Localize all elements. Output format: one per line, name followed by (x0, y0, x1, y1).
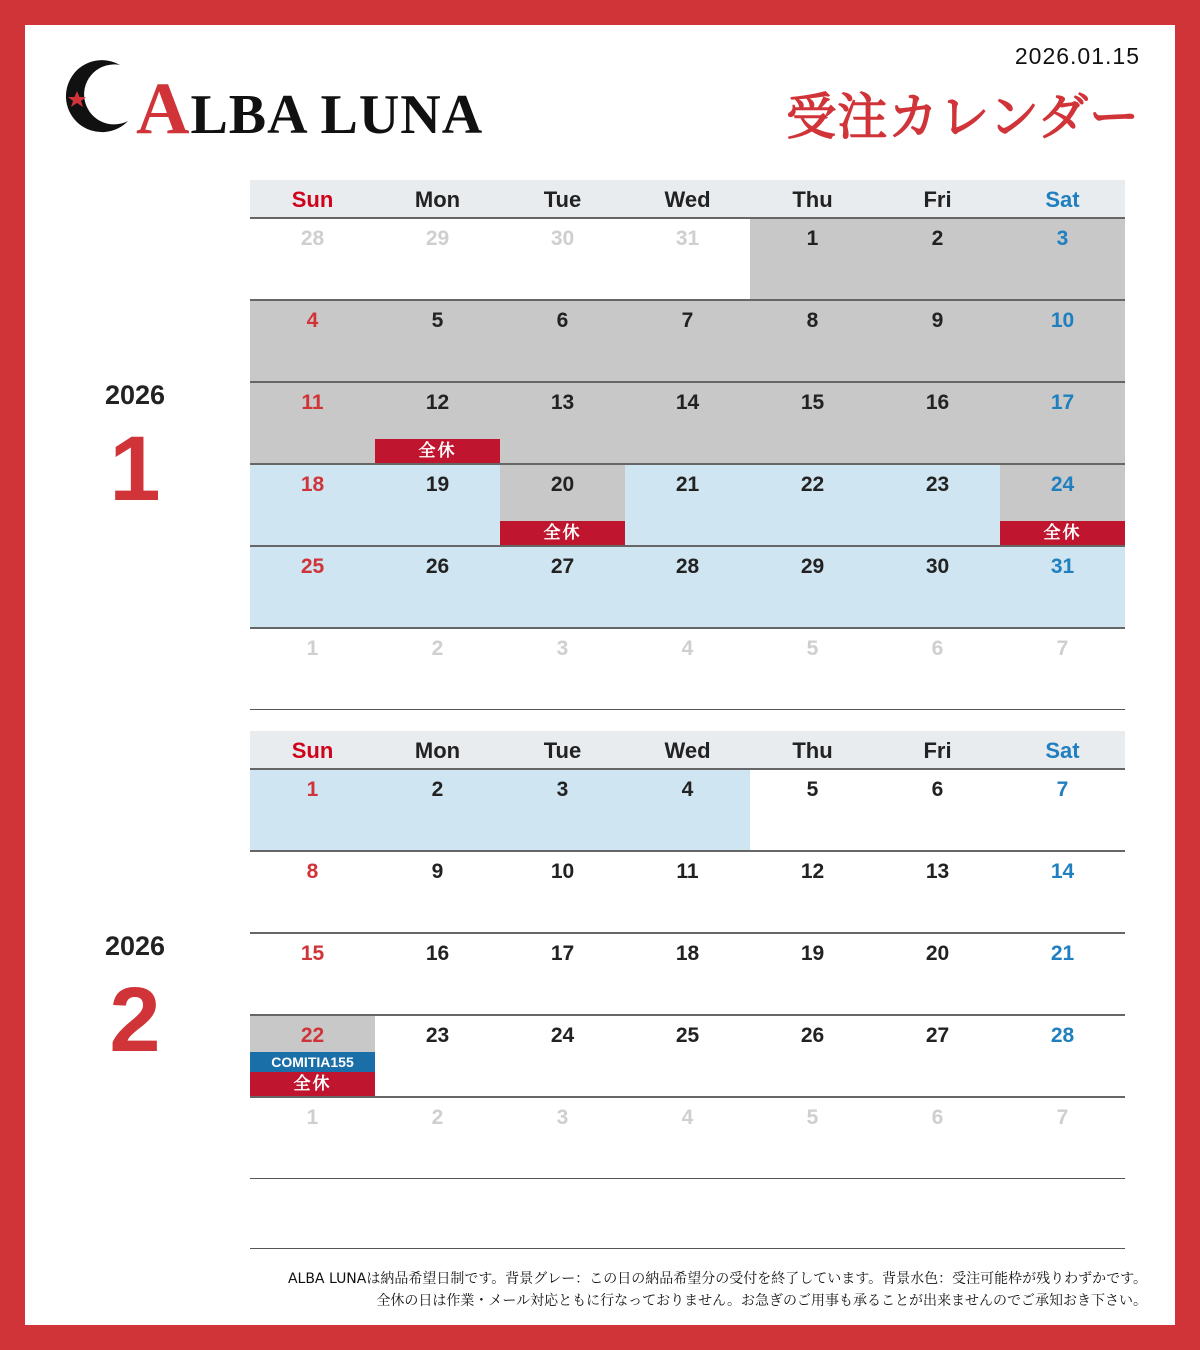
day-number: 4 (306, 309, 319, 332)
day-cell[interactable] (875, 301, 1000, 381)
day-number: 24 (550, 1024, 575, 1047)
day-number: 19 (800, 942, 825, 965)
weekday-tue: Tue (543, 738, 582, 763)
day-number: 31 (1050, 555, 1075, 578)
day-number: 13 (550, 391, 575, 414)
day-cell[interactable] (375, 1098, 500, 1178)
day-number: 14 (675, 391, 700, 414)
day-cell[interactable] (875, 465, 1000, 545)
day-number: 19 (425, 473, 450, 496)
day-number: 8 (806, 309, 819, 332)
day-number: 28 (1050, 1024, 1075, 1047)
day-cell[interactable] (500, 465, 625, 545)
day-number: 6 (931, 1106, 944, 1129)
day-number: 6 (556, 309, 569, 332)
day-number: 3 (556, 778, 569, 801)
day-cell[interactable] (500, 301, 625, 381)
day-cell[interactable] (750, 383, 875, 463)
day-number: 5 (431, 309, 444, 332)
day-number: 23 (425, 1024, 450, 1047)
week-row (250, 301, 1125, 383)
day-cell[interactable] (750, 219, 875, 299)
day-number: 5 (806, 1106, 819, 1129)
week-row (250, 1016, 1125, 1098)
day-number: 26 (425, 555, 450, 578)
day-cell[interactable] (250, 1016, 375, 1096)
day-cell[interactable] (750, 934, 875, 1014)
weekday-mon: Mon (414, 187, 461, 212)
day-cell[interactable] (750, 852, 875, 932)
day-cell[interactable] (250, 547, 375, 627)
day-cell[interactable] (500, 770, 625, 850)
day-cell[interactable] (1000, 629, 1125, 709)
day-number: 3 (556, 637, 569, 660)
day-cell[interactable] (375, 770, 500, 850)
closed-badge: 全休 (1000, 521, 1125, 545)
day-cell[interactable] (875, 547, 1000, 627)
weekday-mon: Mon (414, 738, 461, 763)
day-number: 7 (1056, 1106, 1069, 1129)
week-row (250, 852, 1125, 934)
day-cell[interactable] (875, 219, 1000, 299)
day-cell[interactable] (250, 1098, 375, 1178)
day-cell[interactable] (625, 629, 750, 709)
day-number: 11 (301, 391, 324, 414)
day-cell[interactable] (1000, 934, 1125, 1014)
day-cell[interactable] (875, 629, 1000, 709)
day-number: 18 (675, 942, 700, 965)
month-label-feb (95, 931, 175, 1071)
day-number: 14 (1050, 860, 1075, 883)
day-cell[interactable] (625, 1098, 750, 1178)
day-cell[interactable] (375, 1016, 500, 1096)
day-cell[interactable] (1000, 770, 1125, 850)
day-cell[interactable] (1000, 547, 1125, 627)
day-number: 28 (300, 227, 325, 250)
day-number: 28 (675, 555, 700, 578)
brand-name: ALBA LUNA (136, 68, 484, 150)
weekday-sun: Sun (291, 187, 334, 212)
day-number: 1 (306, 637, 319, 660)
day-number: 3 (556, 1106, 569, 1129)
day-number: 25 (675, 1024, 700, 1047)
day-number: 22 (800, 473, 825, 496)
weekday-tue: Tue (543, 187, 582, 212)
day-number: 15 (300, 942, 325, 965)
day-number: 30 (550, 227, 575, 250)
day-cell[interactable] (375, 547, 500, 627)
event-badge: COMITIA155 (250, 1052, 375, 1072)
day-cell[interactable] (1000, 852, 1125, 932)
day-cell[interactable] (625, 301, 750, 381)
day-cell[interactable] (250, 383, 375, 463)
day-cell[interactable] (625, 1016, 750, 1096)
day-cell[interactable] (500, 547, 625, 627)
day-cell[interactable] (625, 547, 750, 627)
day-cell[interactable] (500, 1098, 625, 1178)
day-number: 12 (800, 860, 825, 883)
day-cell[interactable] (625, 770, 750, 850)
day-number: 4 (681, 778, 694, 801)
crescent-moon-icon (62, 53, 134, 135)
weekday-fri: Fri (923, 187, 952, 212)
day-number: 7 (681, 309, 694, 332)
day-number: 2 (431, 778, 444, 801)
day-cell[interactable] (500, 1016, 625, 1096)
weekday-sat: Sat (1045, 187, 1080, 212)
day-number: 31 (675, 227, 700, 250)
closed-badge: 全休 (375, 439, 500, 463)
day-cell[interactable] (250, 301, 375, 381)
day-number: 6 (931, 637, 944, 660)
day-cell[interactable] (250, 219, 375, 299)
week-row (250, 465, 1125, 547)
day-number: 20 (550, 473, 575, 496)
day-number: 17 (1050, 391, 1075, 414)
day-cell[interactable] (750, 1016, 875, 1096)
weekday-fri: Fri (923, 738, 952, 763)
weekday-wed: Wed (664, 187, 711, 212)
day-number: 1 (806, 227, 819, 250)
weekday-thu: Thu (792, 738, 833, 763)
publish-date: 2026.01.15 (1014, 43, 1140, 69)
day-cell[interactable] (875, 1016, 1000, 1096)
day-cell[interactable] (250, 934, 375, 1014)
closed-badge: 全休 (250, 1072, 375, 1096)
day-number: 25 (300, 555, 325, 578)
weekday-sat: Sat (1045, 738, 1080, 763)
week-row (250, 629, 1125, 710)
day-number: 6 (931, 778, 944, 801)
day-number: 10 (550, 860, 575, 883)
calendar-january (250, 180, 1125, 710)
day-cell[interactable] (750, 465, 875, 545)
day-cell[interactable] (750, 629, 875, 709)
weekday-header (250, 180, 1125, 219)
day-cell[interactable] (500, 629, 625, 709)
month-year: 2026 (104, 380, 166, 410)
day-number: 2 (431, 637, 444, 660)
day-number: 26 (800, 1024, 825, 1047)
day-number: 27 (550, 555, 575, 578)
day-cell[interactable] (1000, 383, 1125, 463)
day-cell[interactable] (500, 934, 625, 1014)
day-number: 7 (1056, 637, 1069, 660)
day-cell[interactable] (375, 383, 500, 463)
day-cell[interactable] (250, 852, 375, 932)
brand-logo[interactable] (62, 53, 522, 150)
day-cell[interactable] (250, 465, 375, 545)
day-cell[interactable] (750, 770, 875, 850)
day-number: 21 (1050, 942, 1075, 965)
day-cell[interactable] (500, 852, 625, 932)
day-cell[interactable] (875, 934, 1000, 1014)
day-cell[interactable] (750, 1098, 875, 1178)
divider (250, 1248, 1125, 1249)
day-cell[interactable] (500, 383, 625, 463)
day-number: 27 (925, 1024, 950, 1047)
day-cell[interactable] (375, 219, 500, 299)
week-row (250, 770, 1125, 852)
day-number: 5 (806, 778, 819, 801)
note-line: ALBA LUNAは納品希望日制です。背景グレー：この日の納品希望分の受付を終了しています。背景水色：受注可能枠が残りわずかです。 (287, 1271, 1147, 1287)
day-cell[interactable] (250, 770, 375, 850)
day-cell[interactable] (875, 383, 1000, 463)
day-number: 22 (300, 1024, 325, 1047)
note-line: 全休の日は作業・メール対応ともに行なっておりません。お急ぎのご用事も承ることが出来ませんのでご承知おき下さい。 (376, 1293, 1147, 1309)
day-number: 9 (431, 860, 444, 883)
day-number: 16 (925, 391, 950, 414)
day-number: 10 (1050, 309, 1075, 332)
day-number: 17 (550, 942, 575, 965)
day-number: 20 (925, 942, 950, 965)
month-year: 2026 (104, 931, 166, 961)
day-cell[interactable] (250, 629, 375, 709)
week-row (250, 383, 1125, 465)
day-cell[interactable] (750, 547, 875, 627)
day-cell[interactable] (625, 934, 750, 1014)
day-cell[interactable] (500, 219, 625, 299)
day-number: 30 (925, 555, 950, 578)
day-cell[interactable] (375, 934, 500, 1014)
week-row (250, 219, 1125, 301)
day-cell[interactable] (625, 465, 750, 545)
day-number: 29 (425, 227, 450, 250)
week-row (250, 934, 1125, 1016)
day-cell[interactable] (1000, 1016, 1125, 1096)
day-number: 1 (306, 778, 319, 801)
day-number: 2 (431, 1106, 444, 1129)
day-number: 4 (681, 1106, 694, 1129)
day-cell[interactable] (875, 1098, 1000, 1178)
day-number: 4 (681, 637, 694, 660)
day-number: 21 (675, 473, 700, 496)
day-cell[interactable] (375, 301, 500, 381)
day-cell[interactable] (875, 852, 1000, 932)
weekday-header (250, 731, 1125, 770)
month-number: 2 (109, 969, 161, 1071)
week-row (250, 1098, 1125, 1179)
day-number: 15 (800, 391, 825, 414)
day-cell[interactable] (625, 852, 750, 932)
day-number: 11 (676, 860, 699, 883)
day-number: 13 (925, 860, 950, 883)
day-number: 5 (806, 637, 819, 660)
weekday-thu: Thu (792, 187, 833, 212)
day-cell[interactable] (1000, 1098, 1125, 1178)
calendar-february (250, 731, 1125, 1179)
day-number: 23 (925, 473, 950, 496)
day-number: 3 (1056, 227, 1069, 250)
day-cell[interactable] (1000, 301, 1125, 381)
day-cell[interactable] (1000, 465, 1125, 545)
day-cell[interactable] (375, 852, 500, 932)
day-number: 7 (1056, 778, 1069, 801)
closed-badge: 全休 (500, 521, 625, 545)
day-number: 29 (800, 555, 825, 578)
day-cell[interactable] (875, 770, 1000, 850)
day-number: 2 (931, 227, 944, 250)
day-cell[interactable] (1000, 219, 1125, 299)
day-cell[interactable] (625, 219, 750, 299)
calendar-frame (25, 25, 1175, 1325)
day-cell[interactable] (375, 465, 500, 545)
day-cell[interactable] (625, 383, 750, 463)
day-cell[interactable] (750, 301, 875, 381)
day-cell[interactable] (375, 629, 500, 709)
day-number: 18 (300, 473, 325, 496)
day-number: 9 (931, 309, 944, 332)
notes (288, 1268, 1147, 1312)
weekday-sun: Sun (291, 738, 334, 763)
day-number: 24 (1050, 473, 1075, 496)
day-number: 16 (425, 942, 450, 965)
week-row (250, 547, 1125, 629)
month-label-jan (95, 380, 175, 520)
month-number: 1 (109, 418, 161, 520)
day-number: 1 (306, 1106, 319, 1129)
weekday-wed: Wed (664, 738, 711, 763)
day-number: 8 (306, 860, 319, 883)
page-title: 受注カレンダー (786, 88, 1140, 146)
day-number: 12 (425, 391, 450, 414)
